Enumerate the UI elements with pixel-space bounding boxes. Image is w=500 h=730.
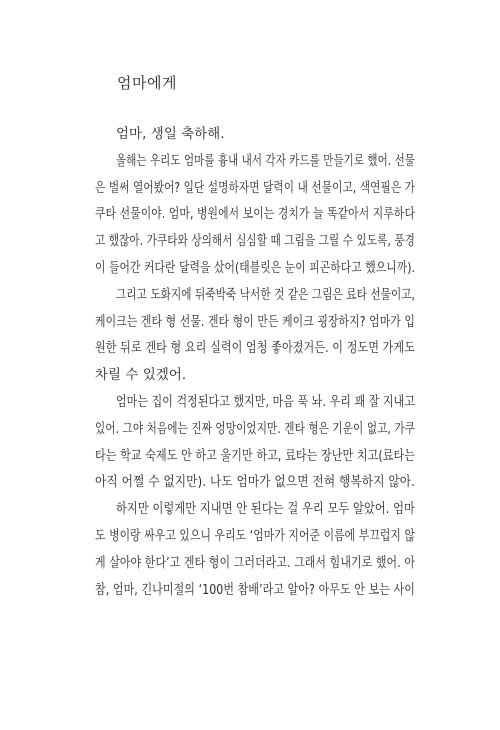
letter-heading: 엄마에게 <box>117 74 177 92</box>
body-line: 그리고 도화지에 뒤죽박죽 낙서한 것 같은 그림은 료타 선물이고, <box>116 287 415 303</box>
body-line: 올해는 우리도 엄마를 흉내 내서 각자 카드를 만들기로 했어. 선물 <box>116 153 415 169</box>
body-line: 도 병이랑 싸우고 있으니 우리도 ‘엄마가 지어준 이름에 부끄럽지 않 <box>95 528 415 544</box>
body-line: 하지만 이렇게만 지내면 안 된다는 걸 우리 모두 알았어. 엄마 <box>116 502 415 518</box>
body-line: 아직 어쩔 수 없지만). 나도 엄마가 없으면 전혀 행복하지 않아. <box>95 475 415 491</box>
body-line: 있어. 그야 처음에는 진짜 엉망이었지만. 겐타 형은 기운이 없고, 가쿠 <box>95 421 415 437</box>
body-line: 은 벌써 열어봤어? 일단 설명하자면 달력이 내 선물이고, 색연필은 가 <box>95 180 415 196</box>
letter-body <box>95 122 415 604</box>
body-line: 차릴 수 있겠어. <box>95 368 187 384</box>
body-line: 케이크는 겐타 형 선물. 겐타 형이 만든 케이크 굉장하지? 엄마가 입 <box>95 314 415 330</box>
body-line: 쿠타 선물이야. 엄마, 병원에서 보이는 경치가 늘 똑같아서 지루하다 <box>95 207 415 223</box>
body-line: 고 했잖아. 가쿠타와 상의해서 심심할 때 그림을 그릴 수 있도록, 풍경 <box>95 234 415 250</box>
body-line: 타는 학교 숙제도 안 하고 울기만 하고, 료타는 장난만 치고(료타는 <box>95 448 415 464</box>
body-line: 엄마, 생일 축하해. <box>116 127 225 142</box>
body-line: 엄마는 집이 걱정된다고 했지만, 마음 푹 놔. 우리 꽤 잘 지내고 <box>116 394 415 410</box>
body-line: 게 살아야 한다’고 겐타 형이 그러더라고. 그래서 힘내기로 했어. 아 <box>95 555 415 571</box>
body-line: 참, 엄마, 긴나미절의 ‘100번 참배’라고 알아? 아무도 안 보는 사이 <box>95 582 415 598</box>
body-line: 이 들어간 커다란 달력을 샀어(태블릿은 눈이 피곤하다고 했으니까). <box>95 260 415 276</box>
body-line: 원한 뒤로 겐타 형 요리 실력이 엄청 좋아졌거든. 이 정도면 가게도 <box>95 341 415 357</box>
